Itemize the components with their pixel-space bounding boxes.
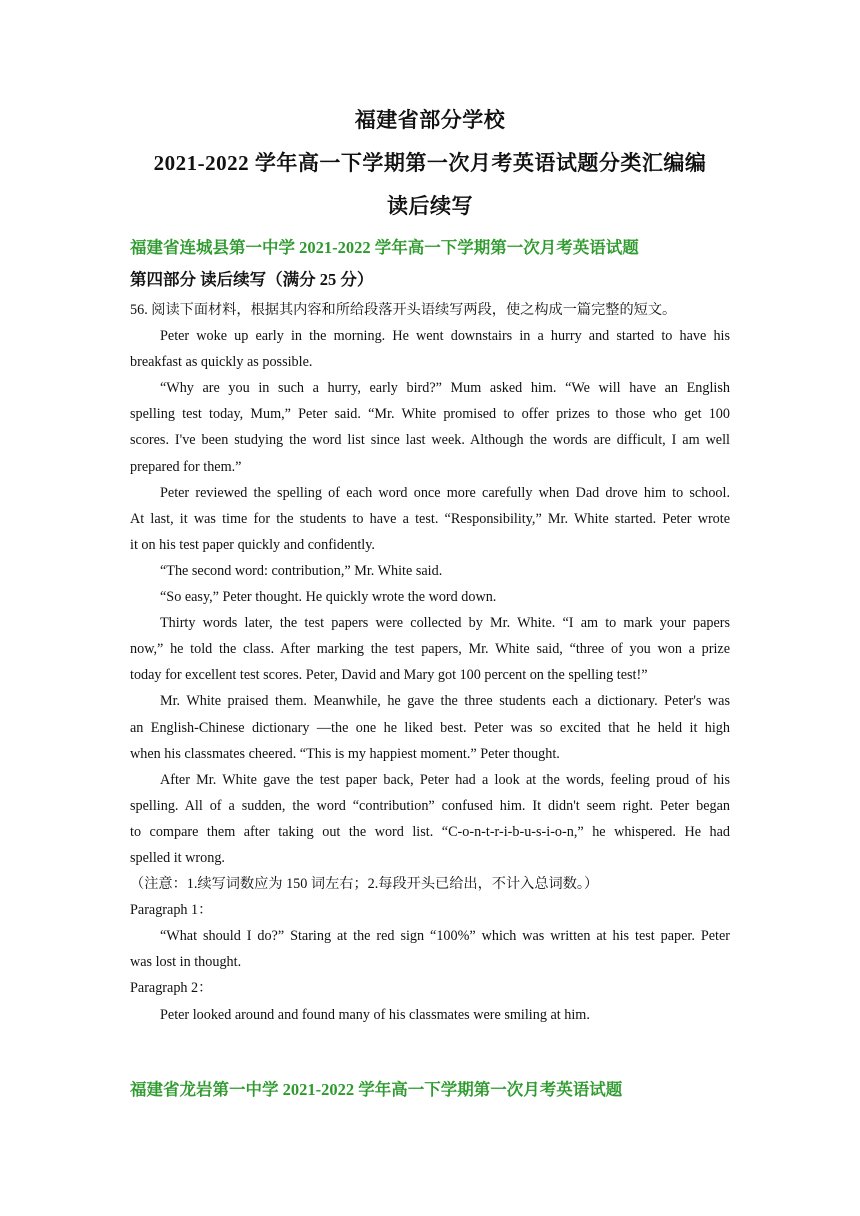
passage-line: an English-Chinese dictionary —the one he liked best. Peter was so excited that he held it high — [130, 719, 730, 736]
passage-line: when his classmates cheered. “This is my happiest moment.” Peter thought. — [130, 745, 560, 762]
passage-line: Thirty words later, the test papers were collected by Mr. White. “I am to mark your papers — [160, 615, 730, 632]
passage-line: Paragraph 2： — [130, 980, 213, 997]
passage-line: Peter woke up early in the morning. He went downstairs in a hurry and started to have his — [160, 328, 730, 345]
document-title-line-1: 福建省部分学校 — [354, 108, 506, 132]
passage-line: Peter looked around and found many of his classmates were smiling at him. — [160, 1006, 590, 1023]
passage-line: spelling test today, Mum,” Peter said. “Mr. White promised to offer prizes to those who get 100 — [130, 406, 730, 423]
part-heading: 第四部分 读后续写（满分 25 分） — [130, 270, 374, 289]
passage-line: Peter reviewed the spelling of each word once more carefully when Dad drove him to school. — [160, 484, 730, 501]
section-heading-longyan: 福建省龙岩第一中学 2021-2022 学年高一下学期第一次月考英语试题 — [130, 1080, 623, 1099]
passage-line: spelled it wrong. — [130, 849, 225, 866]
passage-line: At last, it was time for the students to have a test. “Responsibility,” Mr. White started. Peter wrote — [130, 510, 730, 527]
passage-line: “So easy,” Peter thought. He quickly wrote the word down. — [160, 589, 497, 606]
passage-line: today for excellent test scores. Peter, David and Mary got 100 percent on the spelling test!” — [130, 667, 648, 684]
passage-line: it on his test paper quickly and confidently. — [130, 536, 375, 553]
passage-line: Paragraph 1： — [130, 902, 213, 919]
passage-line: prepared for them.” — [130, 458, 242, 475]
passage-line: “Why are you in such a hurry, early bird?” Mum asked him. “We will have an English — [160, 380, 730, 397]
passage-line: scores. I've been studying the word list since last week. Although the words are difficult, I am well — [130, 432, 730, 449]
passage-line: spelling. All of a sudden, the word “contribution” confused him. It didn't seem right. Peter began — [130, 797, 730, 814]
passage-line: After Mr. White gave the test paper back, Peter had a look at the words, feeling proud of his — [160, 771, 730, 788]
passage-body — [130, 297, 730, 1028]
passage-line: “What should I do?” Staring at the red sign “100%” which was written at his test paper. Peter — [160, 928, 730, 945]
passage-line: （注意：1.续写词数应为 150 词左右；2.每段开头已给出，不计入总词数。） — [130, 876, 599, 893]
passage-line: now,” he told the class. After marking the test papers, Mr. White said, “three of you won a prize — [130, 641, 730, 658]
section-heading-liancheng: 福建省连城县第一中学 2021-2022 学年高一下学期第一次月考英语试题 — [130, 238, 639, 257]
passage-line: 56. 阅读下面材料，根据其内容和所给段落开头语续写两段，使之构成一篇完整的短文。 — [130, 302, 677, 318]
passage-line: Mr. White praised them. Meanwhile, he gave the three students each a dictionary. Peter's was — [160, 693, 730, 710]
passage-line: “The second word: contribution,” Mr. White said. — [160, 562, 443, 579]
document-title-line-2: 2021-2022 学年高一下学期第一次月考英语试题分类汇编编 — [153, 151, 707, 175]
passage-line: was lost in thought. — [130, 954, 242, 971]
passage-line: breakfast as quickly as possible. — [130, 354, 313, 371]
passage-line: to compare them after taking out the word list. “C-o-n-t-r-i-b-u-s-i-o-n,” he whispered. He had — [130, 823, 730, 840]
document-title-line-3: 读后续写 — [387, 194, 473, 218]
